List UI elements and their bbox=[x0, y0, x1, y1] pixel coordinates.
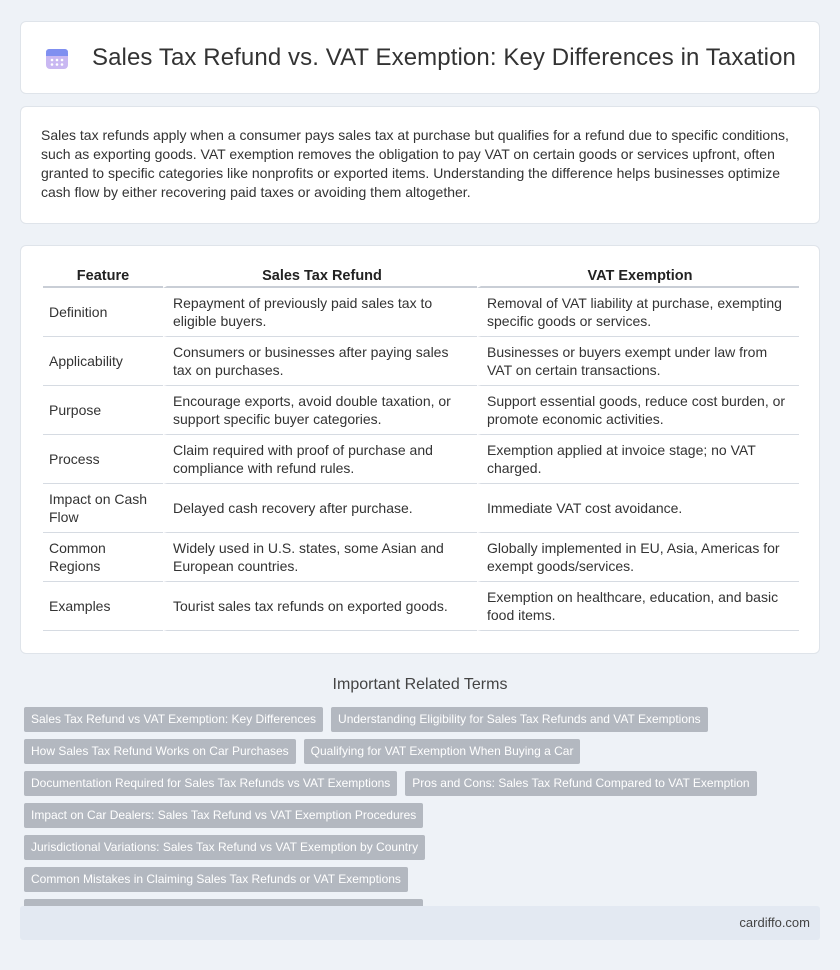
related-term-link[interactable]: Documentation Required for Sales Tax Refunds vs VAT Exemptions bbox=[24, 771, 397, 796]
table-row bbox=[43, 484, 799, 533]
sales-tax-refund-cell: Consumers or businesses after paying sales tax on purchases. bbox=[163, 337, 477, 386]
table-row bbox=[43, 435, 799, 484]
intro-text: Sales tax refunds apply when a consumer pays sales tax at purchase but qualifies for a refund due to specific conditions, such as exporting goods. VAT exemption removes the obligation to pay VAT on certain goods or services upfront, often granted to specific categories like nonprofits or exported items. Understanding the difference helps businesses optimize cash flow by either recovering paid taxes or avoiding them altogether. bbox=[41, 127, 789, 200]
feature-cell: Definition bbox=[43, 288, 163, 337]
sales-tax-refund-cell: Delayed cash recovery after purchase. bbox=[163, 484, 477, 533]
column-header-feature: Feature bbox=[43, 263, 163, 288]
calendar-icon bbox=[44, 45, 70, 71]
table-header-row bbox=[43, 263, 799, 288]
feature-cell: Applicability bbox=[43, 337, 163, 386]
feature-cell: Common Regions bbox=[43, 533, 163, 582]
feature-cell: Examples bbox=[43, 582, 163, 631]
table-row bbox=[43, 386, 799, 435]
page-title: Sales Tax Refund vs. VAT Exemption: Key Differences in Taxation bbox=[92, 43, 796, 71]
related-term-link[interactable]: Common Mistakes in Claiming Sales Tax Refunds or VAT Exemptions bbox=[24, 867, 408, 892]
table-row bbox=[43, 533, 799, 582]
comparison-table bbox=[43, 263, 799, 631]
related-term-link[interactable]: Impact on Car Dealers: Sales Tax Refund vs VAT Exemption Procedures bbox=[24, 803, 423, 828]
sales-tax-refund-cell: Encourage exports, avoid double taxation, or support specific buyer categories. bbox=[163, 386, 477, 435]
related-term-link[interactable]: Understanding Eligibility for Sales Tax Refunds and VAT Exemptions bbox=[331, 707, 708, 732]
related-term-link[interactable]: Jurisdictional Variations: Sales Tax Refund vs VAT Exemption by Country bbox=[24, 835, 425, 860]
sales-tax-refund-cell: Widely used in U.S. states, some Asian and European countries. bbox=[163, 533, 477, 582]
sales-tax-refund-cell: Claim required with proof of purchase and compliance with refund rules. bbox=[163, 435, 477, 484]
table-row bbox=[43, 288, 799, 337]
vat-exemption-cell: Exemption applied at invoice stage; no VAT charged. bbox=[477, 435, 799, 484]
related-terms-list bbox=[24, 707, 824, 931]
sales-tax-refund-cell: Tourist sales tax refunds on exported goods. bbox=[163, 582, 477, 631]
related-term-link[interactable]: Sales Tax Refund vs VAT Exemption: Key Differences bbox=[24, 707, 323, 732]
feature-cell: Process bbox=[43, 435, 163, 484]
footer-site-link[interactable]: cardiffo.com bbox=[739, 915, 810, 930]
table-row bbox=[43, 337, 799, 386]
column-header-sales-tax-refund: Sales Tax Refund bbox=[163, 263, 477, 288]
intro-section bbox=[20, 106, 820, 224]
vat-exemption-cell: Exemption on healthcare, education, and basic food items. bbox=[477, 582, 799, 631]
vat-exemption-cell: Immediate VAT cost avoidance. bbox=[477, 484, 799, 533]
vat-exemption-cell: Businesses or buyers exempt under law from VAT on certain transactions. bbox=[477, 337, 799, 386]
vat-exemption-cell: Support essential goods, reduce cost burden, or promote economic activities. bbox=[477, 386, 799, 435]
page-header bbox=[20, 21, 820, 94]
related-term-link[interactable]: Qualifying for VAT Exemption When Buying a Car bbox=[304, 739, 581, 764]
vat-exemption-cell: Removal of VAT liability at purchase, exempting specific goods or services. bbox=[477, 288, 799, 337]
column-header-vat-exemption: VAT Exemption bbox=[477, 263, 799, 288]
sales-tax-refund-cell: Repayment of previously paid sales tax to eligible buyers. bbox=[163, 288, 477, 337]
comparison-table-card bbox=[20, 245, 820, 654]
feature-cell: Purpose bbox=[43, 386, 163, 435]
vat-exemption-cell: Globally implemented in EU, Asia, Americas for exempt goods/services. bbox=[477, 533, 799, 582]
related-term-link[interactable]: How Sales Tax Refund Works on Car Purchases bbox=[24, 739, 296, 764]
feature-cell: Impact on Cash Flow bbox=[43, 484, 163, 533]
page-footer bbox=[20, 906, 820, 940]
related-terms-heading: Important Related Terms bbox=[332, 676, 508, 693]
table-row bbox=[43, 582, 799, 631]
related-term-link[interactable]: Pros and Cons: Sales Tax Refund Compared to VAT Exemption bbox=[405, 771, 756, 796]
